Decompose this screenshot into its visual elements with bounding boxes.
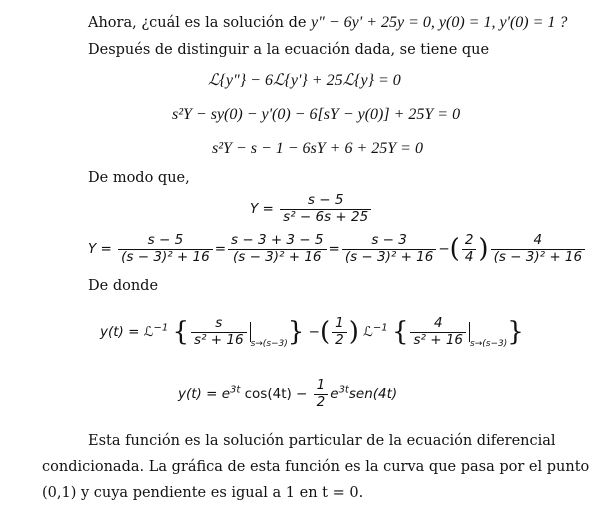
solution-exp-1: 3t (230, 384, 241, 396)
conclusion-line-1: Esta función es la solución particular de la ecuación diferencial (88, 433, 556, 449)
conclusion-line-2: condicionada. La gráfica de esta función es la curva que pasa por el punto (42, 459, 590, 475)
chain-fraction-1 (118, 233, 213, 265)
Y-numerator: s − 5 (280, 193, 371, 210)
chain-f3-num: s − 3 (342, 233, 437, 250)
solution-tail: sen(4t) (348, 386, 398, 403)
Y-fraction-equation (250, 193, 373, 225)
chain-lhs: Y = (88, 241, 112, 258)
chain-fraction-2 (228, 233, 326, 265)
inverse-substitution-1: s→(s−3) (250, 339, 288, 350)
modo-label: De modo que, (88, 170, 190, 186)
inverse-t2-num: 4 (410, 316, 466, 333)
simplified-equation: s²Y − s − 1 − 6sY + 6 + 25Y = 0 (212, 140, 423, 157)
chain-fraction-3 (342, 233, 437, 265)
chain-f1-num: s − 5 (118, 233, 213, 250)
inverse-term-2 (410, 316, 466, 348)
chain-f4-num: 4 (491, 233, 586, 250)
laplace-equation: ℒ{y"} − 6ℒ{y'} + 25ℒ{y} = 0 (208, 72, 401, 89)
inverse-lhs: y(t) = (100, 324, 140, 341)
intro-line (88, 14, 567, 32)
inverse-t2-den: s² + 16 (413, 331, 464, 348)
solution-coef-den: 2 (316, 393, 326, 410)
chain-f2-num: s − 3 + 3 − 5 (228, 233, 326, 250)
inverse-substitution-2: s→(s−3) (470, 339, 508, 350)
inverse-coefficient (332, 316, 347, 348)
inverse-laplace-equation: y(t) = ℒ$^{-1}$ { $\frac{s}{\text{s² + 16}}$ $_{s\to(s-3)}$} −( $\frac{1}{2}$ ) ℒ$^{-1}$ { $\frac{4}{\text{s² + 16}}$ $_{s\to(s-3)}$} (100, 315, 524, 350)
inverse-exponent: −1 (153, 322, 169, 334)
chain-f2-den: (s − 3)² + 16 (232, 248, 322, 265)
donde-label: De donde (88, 278, 159, 294)
chain-fraction-4 (491, 233, 586, 265)
chain-coef-den: 4 (464, 248, 474, 265)
chain-f1-den: (s − 3)² + 16 (121, 248, 210, 265)
solution-coefficient (314, 378, 329, 410)
step-label: Después de distinguir a la ecuación dada, se tiene que (88, 42, 490, 58)
inverse-t1-den: s² + 16 (194, 331, 244, 348)
inverse-operator-2: ℒ (363, 324, 373, 341)
expanded-equation: s²Y − sy(0) − y'(0) − 6[sY − y(0)] + 25Y = 0 (172, 106, 461, 123)
inverse-term-1 (191, 316, 247, 348)
solution-lhs: y(t) = e (178, 386, 231, 403)
intro-text: Ahora, ¿cuál es la solución de (88, 15, 307, 31)
Y-chain-equation: Y = $\frac{s - 5}{\text{(s − 3)² + 16}}$ = $\frac{s - 3 + 3 - 5}{\text{(s − 3)² + 16}}$ = $\frac{s - 3}{\text{(s − 3)² + 16}}$ −( $\frac{2}{4}$ ) $\frac{4}{\text{(s − 3)² + 16}}$ (88, 233, 587, 265)
Y-lhs: Y = (250, 201, 274, 218)
inverse-coef-num: 1 (332, 316, 347, 333)
solution-exp-2: 3t (338, 384, 349, 396)
Y-denominator: s² − 6s + 25 (283, 208, 369, 225)
chain-coefficient (462, 233, 477, 265)
inverse-exponent-2: −1 (372, 322, 388, 334)
solution-equation (178, 378, 397, 410)
ode-equation: y" − 6y' + 25y = 0, y(0) = 1, y'(0) = 1 ? (311, 14, 568, 31)
chain-f4-den: (s − 3)² + 16 (493, 248, 583, 265)
inverse-operator: ℒ (143, 324, 154, 341)
conclusion-line-3: (0,1) y cuya pendiente es igual a 1 en t = 0. (42, 485, 364, 501)
solution-e: e (330, 386, 339, 403)
solution-coef-num: 1 (314, 378, 329, 395)
conclusion-paragraph (42, 428, 590, 506)
inverse-coef-den: 2 (335, 331, 344, 348)
inverse-t1-num: s (191, 316, 247, 333)
Y-fraction (280, 193, 371, 225)
solution-middle: cos(4t) − (240, 386, 308, 403)
chain-coef-num: 2 (462, 233, 477, 250)
chain-f3-den: (s − 3)² + 16 (344, 248, 434, 265)
